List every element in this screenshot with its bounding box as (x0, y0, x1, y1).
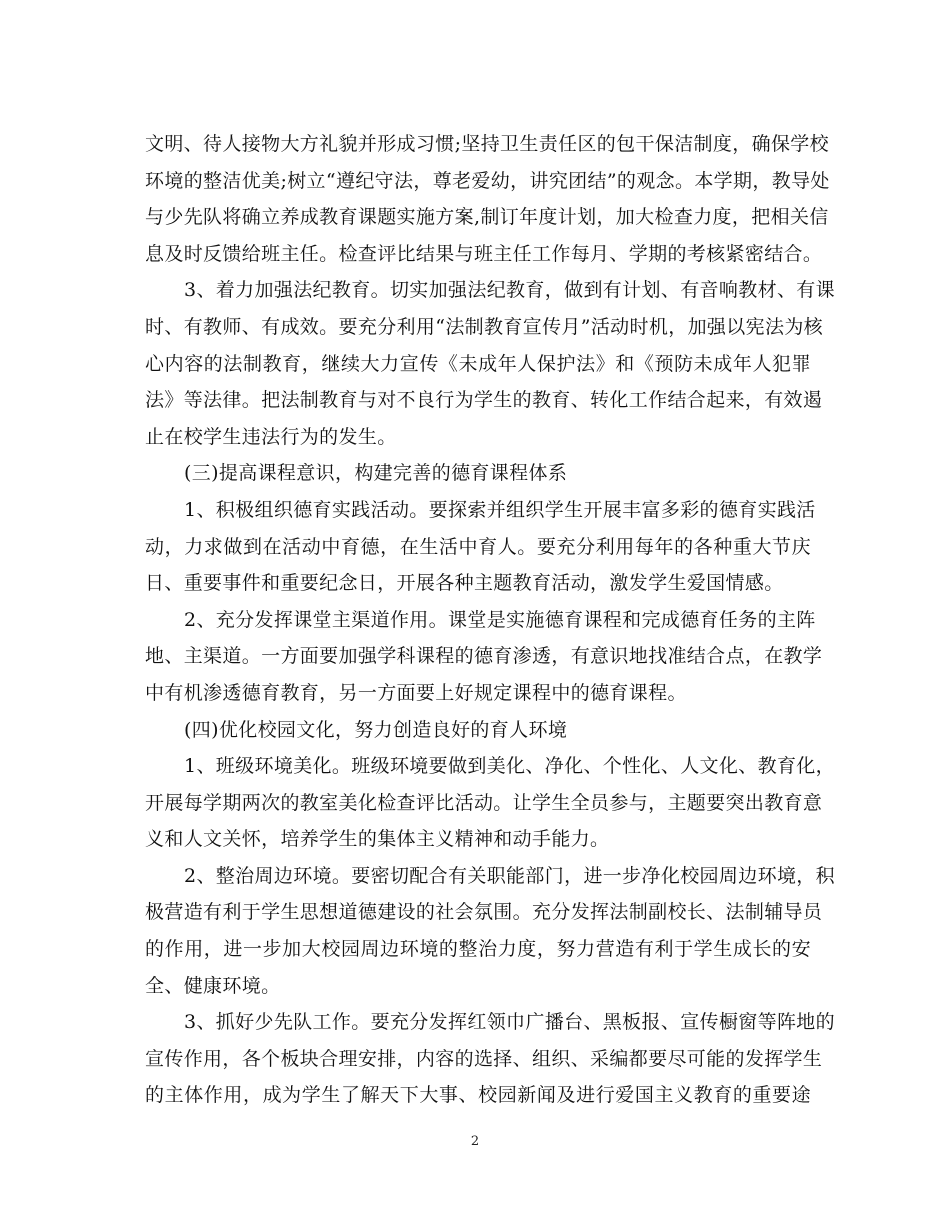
paragraph-first-line: 1、积极组织德育实践活动。要探索并组织学生开展丰富多彩的德育实践活 (184, 498, 816, 521)
section-heading: (四)优化校园文化，努力创造良好的育人环境 (184, 718, 568, 741)
text-line: 义和人文关怀，培养学生的集体主义精神和动手能力。 (145, 828, 610, 851)
paragraph-first-line: 3、抓好少先队工作。要充分发挥红领巾广播台、黑板报、宣传橱窗等阵地的 (184, 1011, 835, 1034)
paragraph-first-line: 2、充分发挥课堂主渠道作用。课堂是实施德育课程和完成德育任务的主阵 (184, 608, 816, 631)
section-heading: (三)提高课程意识，构建完善的德育课程体系 (184, 462, 568, 485)
paragraph-first-line: 1、班级环境美化。班级环境要做到美化、净化、个性化、人文化、教育化， (184, 755, 835, 778)
body-text (145, 126, 835, 1114)
text-line: 文明、待人接物大方礼貌并形成习惯;坚持卫生责任区的包干保洁制度，确保学校 (145, 133, 830, 155)
text-line: 动，力求做到在活动中育德，在生活中育人。要充分利用每年的各种重大节庆 (145, 535, 811, 558)
text-line: 环境的整洁优美;树立“遵纪守法，尊老爱幼，讲究团结”的观念。本学期，教导处 (145, 169, 830, 192)
text-line: 日、重要事件和重要纪念日，开展各种主题教育活动，激发学生爱国情感。 (145, 572, 784, 595)
text-line: 极营造有利于学生思想道德建设的社会氛围。充分发挥法制副校长、法制辅导员 (145, 901, 823, 924)
text-line: 宣传作用，各个板块合理安排，内容的选择、组织、采编都要尽可能的发挥学生 (145, 1047, 823, 1070)
paragraph-first-line: 2、整治周边环境。要密切配合有关职能部门，进一步净化校园周边环境，积 (184, 864, 835, 887)
text-line: 的作用，进一步加大校园周边环境的整治力度，努力营造有利于学生成长的安 (145, 938, 811, 961)
text-line: 息及时反馈给班主任。检查评比结果与班主任工作每月、学期的考核紧密结合。 (145, 242, 823, 265)
text-line: 开展每学期两次的教室美化检查评比活动。让学生全员参与，主题要突出教育意 (145, 791, 823, 814)
text-line: 时、有教师、有成效。要充分利用“法制教育宣传月”活动时机，加强以宪法为核 (145, 315, 824, 338)
text-line: 的主体作用，成为学生了解天下大事、校园新闻及进行爱国主义教育的重要途 (145, 1084, 811, 1107)
text-line: 与少先队将确立养成教育课题实施方案,制订年度计划，加大检查力度，把相关信 (145, 206, 829, 229)
paragraph-first-line: 3、着力加强法纪教育。切实加强法纪教育，做到有计划、有音响教材、有课 (184, 279, 835, 302)
text-line: 法》等法律。把法制教育与对不良行为学生的教育、转化工作结合起来，有效遏 (145, 389, 823, 412)
page-number: 2 (470, 1134, 480, 1149)
text-line: 心内容的法制教育，继续大力宣传《未成年人保护法》和《预防未成年人犯罪 (145, 352, 811, 375)
text-line: 止在校学生违法行为的发生。 (145, 425, 397, 448)
text-line: 全、健康环境。 (145, 974, 281, 997)
text-line: 中有机渗透德育教育，另一方面要上好规定课程中的德育课程。 (145, 681, 687, 704)
text-line: 地、主渠道。一方面要加强学科课程的德育渗透，有意识地找准结合点，在教学 (145, 645, 823, 668)
